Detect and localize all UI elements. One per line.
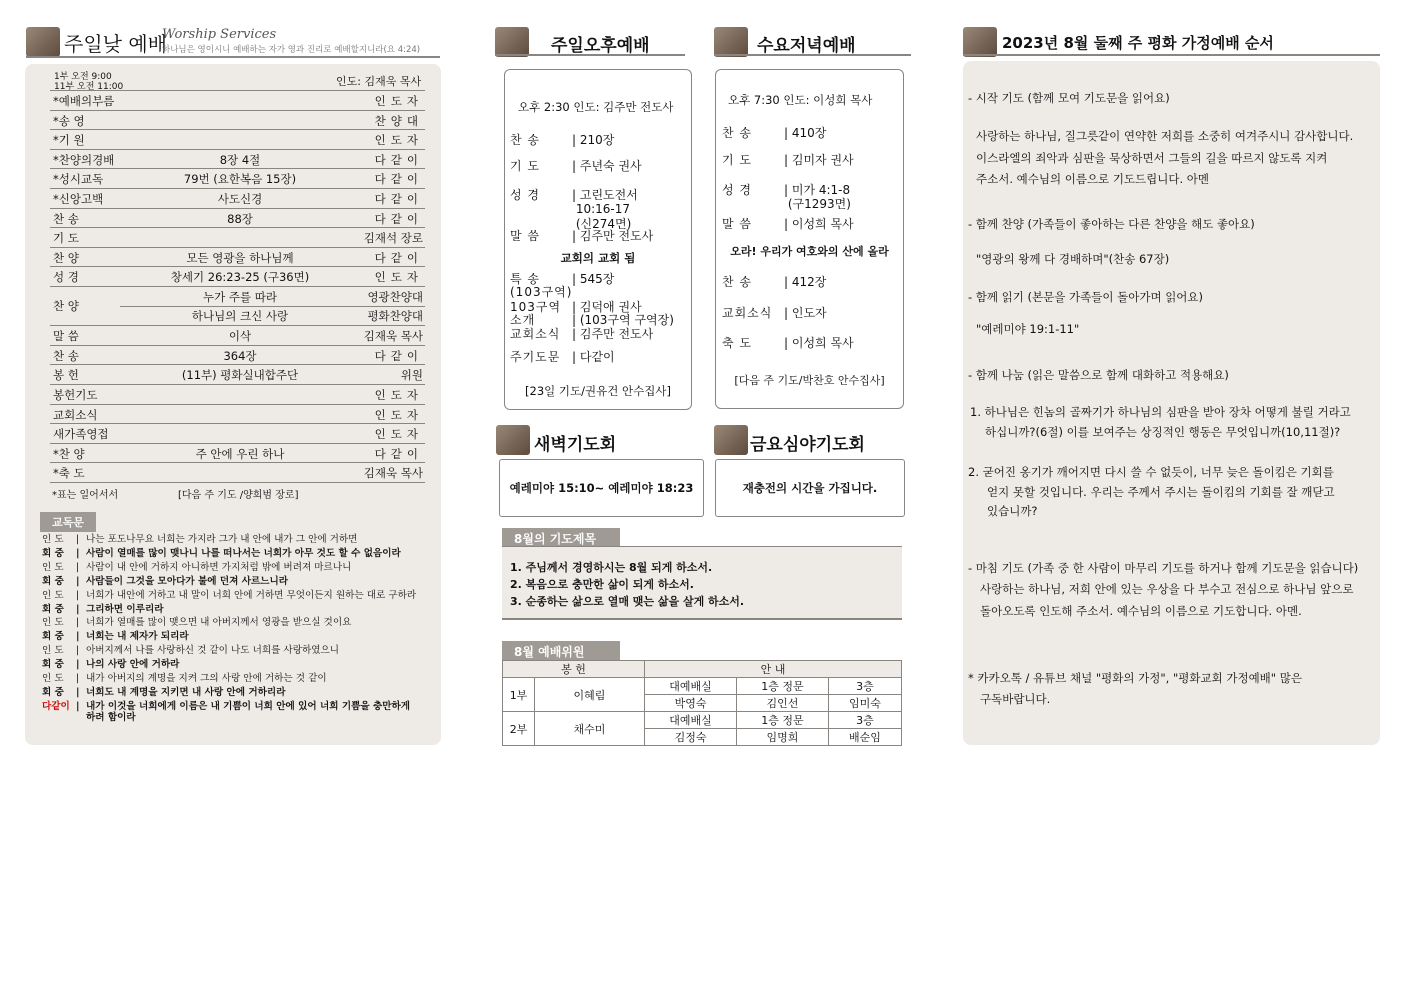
- afternoon-sermon-title: 교회의 교회 됨: [560, 251, 636, 265]
- service-row-value: 주년숙 권사: [579, 159, 642, 173]
- committee-cell: 김인선: [737, 695, 829, 712]
- final-reading-line1: 내가 이것을 너희에게 이름은 내 기쁨이 너희 안에 있어 너희 기쁨을 충만하게: [86, 701, 411, 712]
- praying-hands-icon: [495, 27, 529, 57]
- dawn-text: 예레미야 15:10~ 예레미야 18:23: [509, 481, 694, 495]
- reading-line: [42, 573, 422, 587]
- reading-line: [42, 628, 422, 642]
- choir-song-a: 누가 주를 따라: [203, 290, 277, 304]
- afternoon-title: 주일오후예배: [551, 36, 650, 56]
- order-item: 교회소식: [53, 407, 98, 422]
- service-row-value: 김주만 전도사: [579, 327, 654, 341]
- reading-text: 너희가 열매를 많이 맺으면 내 아버지께서 영광을 받으실 것이요: [86, 617, 352, 629]
- committee-part: 1부: [503, 678, 535, 712]
- service-row-label: 특 송: [510, 272, 540, 286]
- service-row-divider: |: [572, 313, 580, 327]
- order-content: (11부) 평화실내합주단: [181, 368, 299, 383]
- family-worship-line: - 마침 기도 (가족 중 한 사람이 마무리 기도를 하거나 함께 기도문을 읽습니다): [968, 561, 1359, 575]
- service-row-value: 김미자 권사: [791, 153, 854, 167]
- dawn-title: 새벽기도회: [534, 435, 617, 455]
- wednesday-next: [다음 주 기도/박찬호 안수집사]: [734, 374, 885, 387]
- order-content: 이삭: [228, 329, 252, 344]
- reading-line: [42, 559, 422, 573]
- service-row: [510, 157, 642, 174]
- committee-cell: 임미숙: [828, 695, 901, 712]
- reading-divider: |: [76, 534, 80, 545]
- reading-divider: |: [76, 645, 80, 657]
- right-title-rule: [963, 54, 1380, 56]
- committee-head-offering: 봉 헌: [503, 661, 645, 678]
- order-who: 다같이: [374, 211, 423, 226]
- lotus-icon: [963, 27, 997, 57]
- service-row-value: (신274면): [575, 217, 632, 231]
- committee-offering: 채수미: [535, 712, 645, 746]
- friday-book-icon: [714, 425, 748, 455]
- order-item: *예배의부름: [53, 94, 115, 108]
- reading-line: [42, 614, 422, 628]
- service-row-value: 이성희 목사: [791, 217, 854, 231]
- order-content: 사도신경: [217, 192, 263, 206]
- service-row-divider: |: [784, 153, 792, 167]
- choir-divider: [120, 306, 425, 307]
- committee-cell: 대예배실: [645, 678, 737, 695]
- committee-tab: 8월 예배위원: [502, 641, 620, 662]
- service-row-label: 찬 송: [722, 126, 752, 140]
- committee-head-usher: 안 내: [645, 661, 902, 678]
- service-time-2: 11부 오전 11:00: [54, 82, 124, 92]
- service-row-divider: |: [572, 133, 580, 147]
- order-item: 봉헌기도: [53, 388, 98, 402]
- service-row-divider: |: [572, 188, 580, 202]
- service-row-label: 기 도: [510, 159, 540, 173]
- worship-leader: 인도: 김재욱 목사: [336, 75, 422, 88]
- reading-who: 인 도: [42, 534, 64, 545]
- family-worship-line: - 함께 나눔 (읽은 말씀으로 함께 대화하고 적용해요): [968, 368, 1229, 382]
- order-who: 김재욱 목사: [363, 329, 423, 344]
- order-who: 다같이: [374, 152, 423, 167]
- reading-divider: |: [76, 575, 80, 587]
- order-who: 인도자: [374, 94, 423, 108]
- order-row: [50, 169, 425, 189]
- reading-who: 인 도: [42, 589, 64, 601]
- family-worship-line: 하십니까?(6절) 이를 보여주는 상징적인 행동은 무엇입니까(10,11절)?: [985, 425, 1341, 439]
- service-time-1: 1부 오전 9:00: [54, 72, 112, 82]
- service-row: [510, 325, 653, 342]
- order-who: 인도자: [374, 133, 423, 148]
- family-worship-line: 사랑하는 하나님, 저희 안에 있는 우상을 다 부수고 전심으로 하나님 앞으로: [980, 582, 1354, 596]
- service-row-divider: |: [572, 300, 580, 314]
- reading-text: 사람들이 그것을 모아다가 불에 던져 사르느니라: [86, 575, 289, 587]
- service-row-label: 찬 송: [510, 133, 540, 147]
- family-worship-line: 주소서. 예수님의 이름으로 기도드립니다. 아멘: [976, 172, 1210, 186]
- service-row-label: 말 씀: [722, 217, 752, 231]
- reading-divider: |: [76, 686, 80, 698]
- service-row-value: 210장: [579, 133, 615, 147]
- committee-cell: 대예배실: [645, 712, 737, 729]
- reading-divider: |: [76, 617, 80, 629]
- order-content: 창세기 26:23-25 (구36면): [170, 270, 310, 285]
- family-worship-line: 얻지 못할 것입니다. 우리는 주께서 주시는 돌이킴의 기회를 잘 깨닫고: [987, 485, 1335, 499]
- reading-text: 아버지께서 나를 사랑하신 것 같이 나도 너희를 사랑하였으니: [86, 645, 340, 657]
- reading-who: 회 중: [42, 631, 64, 643]
- service-row: [722, 334, 854, 351]
- family-worship-line: * 카카오톡 / 유튜브 채널 "평화의 가정", "평화교회 가정예배" 많은: [968, 671, 1302, 685]
- service-row-value: 545장: [579, 272, 615, 286]
- reading-who: 인 도: [42, 673, 64, 684]
- order-row: [50, 365, 425, 385]
- service-row: [722, 151, 854, 168]
- order-who: 찬양대: [374, 113, 423, 128]
- service-row-label: 주기도문: [510, 350, 561, 364]
- left-title-en: Worship Services: [162, 27, 277, 42]
- reading-line: [42, 601, 422, 615]
- order-who: 다같이: [374, 250, 423, 265]
- order-who: 인도자: [374, 388, 423, 402]
- reading-text: 너희는 내 제자가 되리라: [86, 631, 189, 643]
- service-row: [722, 124, 826, 141]
- committee-cell: 3층: [828, 712, 901, 729]
- order-who: 인도자: [374, 407, 423, 422]
- family-worship-line: - 함께 찬양 (가족들이 좋아하는 다른 찬양을 해도 좋아요): [968, 217, 1255, 231]
- reading-who: 회 중: [42, 603, 64, 615]
- reading-divider: |: [76, 561, 80, 573]
- service-row-divider: |: [784, 126, 792, 140]
- order-row: [50, 91, 425, 111]
- reading-line: [42, 684, 422, 698]
- reading-who: 회 중: [42, 686, 64, 698]
- order-who: 다같이: [374, 172, 423, 187]
- left-title: 주일낮 예배: [64, 32, 167, 56]
- order-row: [50, 405, 425, 425]
- prayer-topic-2: 2. 복음으로 충만한 삶이 되게 하소서.: [510, 578, 694, 591]
- reading-text: 사람이 내 안에 거하지 아니하면 가지처럼 밖에 버려져 마르나니: [86, 561, 352, 573]
- left-title-rule: [26, 56, 440, 58]
- service-row-value: 이성희 목사: [791, 336, 854, 350]
- service-row: [510, 348, 615, 365]
- family-worship-line: - 시작 기도 (함께 모여 기도문을 읽어요): [968, 91, 1170, 105]
- left-verse: 하나님은 영이시니 예배하는 자가 영과 진리로 예배할지니라(요 4:24): [162, 45, 421, 55]
- order-content: 79번 (요한복음 15장): [183, 172, 297, 187]
- service-row-divider: |: [572, 229, 580, 243]
- afternoon-header: 오후 2:30 인도: 김주만 전도사: [518, 100, 674, 114]
- family-worship-line: 이스라엘의 죄악과 심판을 묵상하면서 그들의 길을 따르지 않도록 지켜: [976, 151, 1328, 165]
- reading-text: 사람이 열매를 많이 맺나니 나를 떠나서는 너희가 아무 것도 할 수 없음이라: [86, 547, 401, 559]
- reading-text: 나는 포도나무요 너희는 가지라 그가 내 안에 내가 그 안에 거하면: [86, 534, 358, 545]
- family-worship-line: 구독바랍니다.: [980, 692, 1051, 706]
- order-item: *신앙고백: [53, 192, 104, 206]
- final-reading-cont: [86, 709, 466, 723]
- order-row-choir: [50, 287, 425, 326]
- service-row: [510, 227, 653, 244]
- footnote: *표는 일어서서: [52, 490, 119, 501]
- reading-who: 인 도: [42, 617, 64, 629]
- choir-song-b: 하나님의 크신 사랑: [191, 309, 289, 323]
- reading-line: [42, 670, 422, 684]
- service-row: [722, 304, 827, 321]
- choir-who-a: 영광찬양대: [367, 290, 423, 304]
- family-worship-title: 2023년 8월 둘째 주 평화 가정예배 순서: [1002, 34, 1274, 52]
- dawn-book-icon: [496, 425, 530, 455]
- reading-text: 너희가 내안에 거하고 내 말이 너희 안에 거하면 무엇이든지 원하는 대로 구하라: [86, 589, 417, 601]
- order-content: 364장: [223, 348, 257, 363]
- committee-cell: 1층 정문: [737, 712, 829, 729]
- service-row-value: 김덕애 권사: [579, 300, 642, 314]
- service-row-label: 교회소식: [722, 306, 773, 320]
- committee-cell: 임명희: [737, 729, 829, 746]
- reading-text: 내가 아버지의 계명을 지켜 그의 사랑 안에 거하는 것 같이: [86, 673, 327, 684]
- wednesday-box: [715, 69, 904, 409]
- order-item: 찬 양: [53, 250, 79, 265]
- order-item: 성 경: [53, 270, 79, 285]
- reading-line: [42, 642, 422, 656]
- service-row-divider: |: [784, 306, 792, 320]
- service-row-value: 미가 4:1-8: [791, 183, 851, 197]
- friday-text: 재충전의 시간을 가집니다.: [742, 481, 878, 495]
- final-reading-who: 다같이: [42, 701, 70, 712]
- order-who: 김재욱 목사: [363, 466, 423, 481]
- order-item: 찬 송: [53, 211, 79, 226]
- reading-divider: |: [76, 673, 80, 684]
- reading-tab: 교독문: [40, 512, 96, 532]
- family-worship-line: "예레미야 19:1-11": [976, 322, 1080, 336]
- family-worship-line: 있습니까?: [987, 504, 1038, 518]
- service-row-label: 말 씀: [510, 229, 540, 243]
- order-content: 주 안에 우린 하나: [195, 446, 285, 461]
- service-row-divider: |: [572, 350, 580, 364]
- family-worship-line: 1. 하나님은 힌놈의 골짜기가 하나님의 심판을 받아 장차 어떻게 불릴 거라고: [970, 405, 1351, 419]
- order-row: [50, 111, 425, 131]
- reading-who: 회 중: [42, 659, 64, 671]
- committee-cell: 박영숙: [645, 695, 737, 712]
- service-row-value: 인도자: [791, 306, 827, 320]
- reading-line: [42, 656, 422, 670]
- order-item: 봉 헌: [53, 368, 79, 383]
- service-row: [510, 202, 630, 216]
- order-item: *찬 양: [53, 446, 85, 461]
- committee-cell: 배순임: [828, 729, 901, 746]
- committee-cell: 3층: [828, 678, 901, 695]
- family-worship-line: - 함께 읽기 (본문을 가족들이 돌아가며 읽어요): [968, 290, 1204, 304]
- service-row-divider: |: [784, 336, 792, 350]
- order-row: [50, 130, 425, 150]
- reading-divider: |: [76, 547, 80, 559]
- friday-title: 금요심야기도회: [750, 435, 865, 455]
- order-item: *송 영: [53, 113, 85, 128]
- order-row: [50, 209, 425, 229]
- service-row-divider: |: [784, 217, 792, 231]
- service-row-label: (103구역): [510, 285, 573, 299]
- reading-divider: |: [76, 589, 80, 601]
- cross-icon: [26, 27, 60, 57]
- family-worship-line: 사랑하는 하나님, 질그릇같이 연약한 저희를 소중히 여겨주시니 감사합니다.: [976, 129, 1354, 143]
- service-row: [510, 131, 614, 148]
- order-who: 다같이: [374, 446, 423, 461]
- service-row-value: 10:16-17: [575, 202, 631, 216]
- service-row-label: 성 경: [722, 183, 752, 197]
- committee-table: [502, 660, 902, 746]
- service-row: [510, 186, 638, 203]
- reading-divider: |: [76, 631, 80, 643]
- order-row: [50, 463, 425, 483]
- order-who: 인도자: [374, 270, 423, 285]
- reading-text: 나의 사랑 안에 거하라: [86, 659, 180, 671]
- order-content: 8장 4절: [219, 152, 261, 167]
- choir-who-b: 평화찬양대: [367, 309, 423, 323]
- prayer-topics-tab: 8월의 기도제목: [502, 528, 620, 549]
- reading-who: 인 도: [42, 645, 64, 657]
- service-row-divider: |: [572, 327, 580, 341]
- reading-who: 인 도: [42, 561, 64, 573]
- order-row: [50, 228, 425, 248]
- committee-offering: 이혜림: [535, 678, 645, 712]
- order-item: *찬양의경배: [53, 152, 115, 167]
- wednesday-sermon-title: 오라! 우리가 여호와의 산에 올라: [730, 245, 889, 258]
- service-row-value: 고린도전서: [579, 188, 638, 202]
- service-row-label: 성 경: [510, 188, 540, 202]
- order-who: 다같이: [374, 192, 423, 206]
- service-row-divider: |: [572, 272, 580, 286]
- committee-part: 2부: [503, 712, 535, 746]
- service-row-divider: |: [784, 275, 792, 289]
- final-reading: 다같이 | 내가 이것을 너희에게 이름은 내 기쁨이 너희 안에 있어 너희 기쁨을 충만하게: [42, 698, 422, 712]
- family-worship-line: 2. 굳어진 옹기가 깨어지면 다시 쓸 수 없듯이, 너무 늦은 돌이킴은 기회를: [968, 465, 1334, 479]
- service-row-value: (103구역 구역장): [579, 313, 674, 327]
- order-item: *기 원: [53, 133, 85, 148]
- reading-line: [42, 531, 422, 545]
- order-who: 김재석 장로: [363, 231, 423, 246]
- order-who: 위원: [400, 368, 423, 383]
- reading-divider: |: [76, 659, 80, 671]
- next-prayer: [다음 주 기도 /양희범 장로]: [178, 490, 299, 501]
- service-row: [722, 215, 854, 232]
- reading-text: 너희도 내 계명을 지키면 내 사랑 안에 거하리라: [86, 686, 286, 698]
- order-row: [50, 267, 425, 287]
- reading-divider: |: [76, 603, 80, 615]
- service-row: [722, 273, 826, 290]
- order-row: [50, 326, 425, 346]
- wednesday-title: 수요저녁예배: [757, 36, 856, 56]
- reading-line: [42, 587, 422, 601]
- order-row: [50, 150, 425, 170]
- prayer-topic-1: 1. 주님께서 경영하시는 8월 되게 하소서.: [510, 561, 713, 574]
- order-item: *성시교독: [53, 172, 104, 187]
- service-row-value: 412장: [791, 275, 827, 289]
- service-row: [722, 195, 851, 212]
- committee-cell: 김정숙: [645, 729, 737, 746]
- order-item: 기 도: [53, 231, 79, 246]
- reading-who: 회 중: [42, 547, 64, 559]
- afternoon-next: [23일 기도/권유건 안수집사]: [525, 384, 671, 398]
- reading-text: 그리하면 이루리라: [86, 603, 164, 615]
- service-row-value: 김주만 전도사: [579, 229, 654, 243]
- service-row-label: 교회소식: [510, 327, 561, 341]
- wednesday-title-rule: [714, 54, 911, 56]
- order-who: 다같이: [374, 348, 423, 363]
- afternoon-title-rule: [495, 54, 685, 56]
- family-worship-line: 돌아오도록 인도해 주소서. 예수님의 이름으로 기도합니다. 아멘.: [980, 604, 1302, 618]
- committee-cell: 1층 정문: [737, 678, 829, 695]
- order-item: 말 씀: [53, 329, 79, 344]
- order-who: 인도자: [374, 427, 423, 442]
- service-row-divider: |: [572, 159, 580, 173]
- order-row: [50, 444, 425, 464]
- order-item: *축 도: [53, 466, 85, 481]
- order-item: 찬 양: [53, 299, 79, 313]
- order-item: 새가족영접: [53, 427, 109, 442]
- service-row-label: 소개: [510, 313, 536, 327]
- service-row-value: 다같이: [579, 350, 615, 364]
- reading-line: [42, 545, 422, 559]
- book-icon: [714, 27, 748, 57]
- service-row-label: 103구역: [510, 300, 562, 314]
- service-row-label: 찬 송: [722, 275, 752, 289]
- order-content: 88장: [227, 211, 253, 226]
- service-row-label: 기 도: [722, 153, 752, 167]
- service-row-value: 410장: [791, 126, 827, 140]
- service-row-value: (구1293면): [787, 197, 851, 211]
- order-row: [50, 248, 425, 268]
- reading-who: 회 중: [42, 575, 64, 587]
- service-row-label: 축 도: [722, 336, 752, 350]
- order-item: 찬 송: [53, 348, 79, 363]
- order-row: [50, 346, 425, 366]
- final-reading-line2: 하려 함이라: [86, 712, 136, 723]
- service-row-divider: |: [784, 183, 792, 197]
- order-row: [50, 385, 425, 405]
- wednesday-header: 오후 7:30 인도: 이성희 목사: [728, 93, 873, 107]
- order-row: [50, 189, 425, 209]
- prayer-topic-3: 3. 순종하는 삶으로 열매 맺는 삶을 살게 하소서.: [510, 595, 745, 608]
- order-row: [50, 424, 425, 444]
- family-worship-line: "영광의 왕께 다 경배하며"(찬송 67장): [976, 252, 1170, 266]
- order-content: 모든 영광을 하나님께: [186, 250, 294, 265]
